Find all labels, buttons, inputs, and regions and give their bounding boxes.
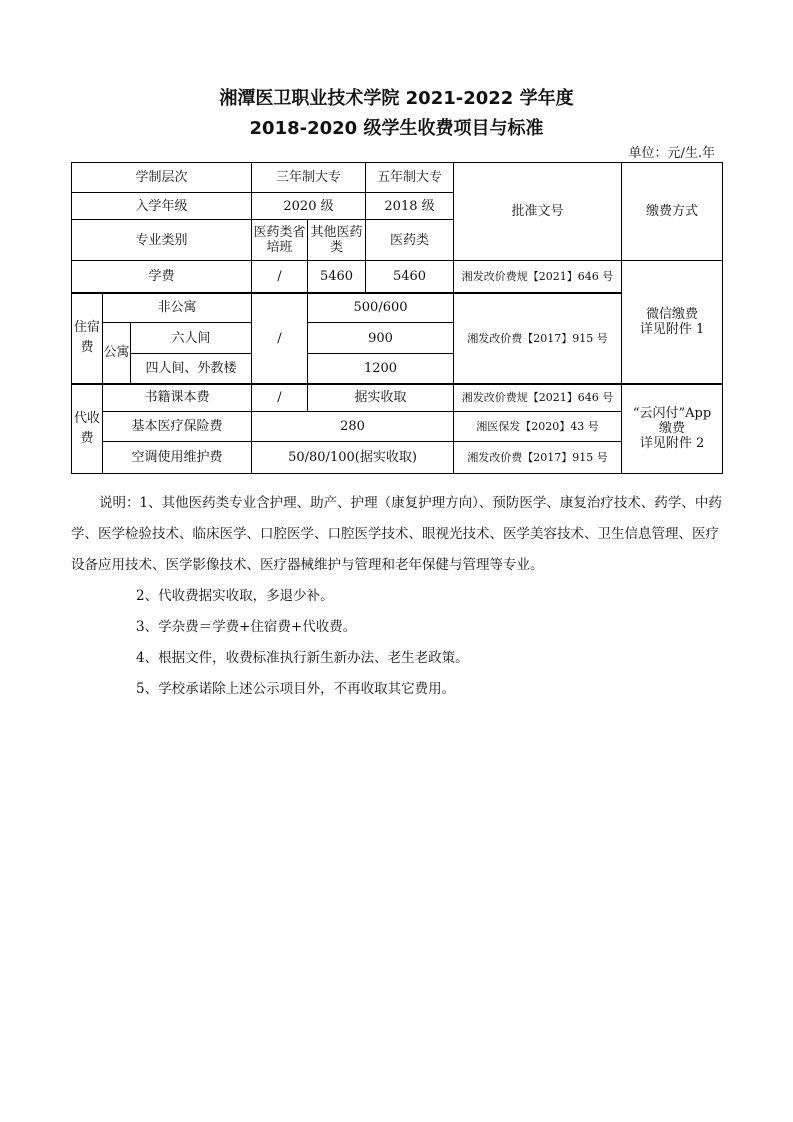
payment-app-line3: 详见附件 2: [639, 436, 705, 452]
row-non-apartment: 非公寓: [103, 293, 252, 323]
medical-insurance-approval-doc: 湘医保发【2020】43 号: [454, 412, 622, 442]
tuition-approval-doc: 湘发改价费规【2021】646 号: [454, 261, 622, 293]
category-other-medical: 其他医药类: [308, 220, 366, 261]
textbook-value: 据实收取: [308, 384, 454, 412]
grade-2020: 2020 级: [252, 193, 366, 220]
payment-app: [622, 384, 723, 474]
header-study-level: 学制层次: [72, 163, 252, 193]
medical-insurance-value: 280: [252, 412, 454, 442]
header-approval-doc: 批准文号: [454, 163, 622, 261]
fee-table: [71, 162, 723, 474]
accommodation-provincial: /: [252, 293, 308, 384]
note-4: 4、根据文件，收费标准执行新生新办法、老生老政策。: [136, 650, 469, 666]
header-three-year: 三年制大专: [252, 163, 366, 193]
textbook-approval-doc: 湘发改价费规【2021】646 号: [454, 384, 622, 412]
header-enroll-grade: 入学年级: [72, 193, 252, 220]
group-accommodation: 住宿费: [72, 293, 103, 384]
unit-label: 单位：元/生.年: [628, 146, 715, 161]
grade-2018: 2018 级: [366, 193, 454, 220]
row-air-conditioning: 空调使用维护费: [103, 442, 252, 474]
row-four-person: 四人间、外教楼: [131, 354, 252, 384]
category-provincial-class: 医药类省培班: [252, 220, 308, 261]
header-major-category: 专业类别: [72, 220, 252, 261]
row-tuition: 学费: [72, 261, 252, 293]
tuition-provincial: /: [252, 261, 308, 293]
tuition-three-year: 5460: [308, 261, 366, 293]
payment-wechat: [622, 261, 723, 384]
note-2: 2、代收费据实收取，多退少补。: [136, 588, 334, 604]
note-5: 5、学校承诺除上述公示项目外，不再收取其它费用。: [136, 681, 456, 697]
row-medical-insurance: 基本医疗保险费: [103, 412, 252, 442]
row-six-person: 六人间: [131, 323, 252, 354]
textbook-provincial: /: [252, 384, 308, 412]
payment-app-line2: 缴费: [659, 421, 686, 437]
air-conditioning-approval-doc: 湘发改价费【2017】915 号: [454, 442, 622, 474]
payment-app-line1: “云闪付”App: [632, 406, 712, 422]
category-medical: 医药类: [366, 220, 454, 261]
accommodation-approval-doc: 湘发改价费【2017】915 号: [454, 293, 622, 384]
header-payment-method: 缴费方式: [622, 163, 723, 261]
non-apartment-value: 500/600: [308, 293, 454, 323]
payment-wechat-line2: 详见附件 1: [639, 321, 705, 337]
header-five-year: 五年制大专: [366, 163, 454, 193]
note-1: 说明：1、其他医药类专业含护理、助产、护理（康复护理方向）、预防医学、康复治疗技术、药学、中药学、医学检验技术、临床医学、口腔医学、口腔医学技术、眼视光技术、医学美容技术、卫生信息管理、医疗设备应用技术、医学影像技术、医疗器械维护与管理和老年保健与管理等专业。: [71, 495, 722, 573]
six-person-value: 900: [308, 323, 454, 354]
row-textbook: 书籍课本费: [103, 384, 252, 412]
group-collected-fees: 代收费: [72, 384, 103, 474]
group-apartment: 公寓: [103, 323, 131, 384]
document-title-line2: 2018-2020 级学生收费项目与标准: [249, 118, 544, 139]
note-3: 3、学杂费＝学费+住宿费+代收费。: [136, 619, 357, 635]
air-conditioning-value: 50/80/100(据实收取): [252, 442, 454, 474]
payment-wechat-line1: 微信缴费: [646, 306, 699, 322]
tuition-five-year: 5460: [366, 261, 454, 293]
four-person-value: 1200: [308, 354, 454, 384]
document-title-line1: 湘潭医卫职业技术学院 2021-2022 学年度: [219, 88, 574, 109]
notes-section: [71, 488, 731, 705]
